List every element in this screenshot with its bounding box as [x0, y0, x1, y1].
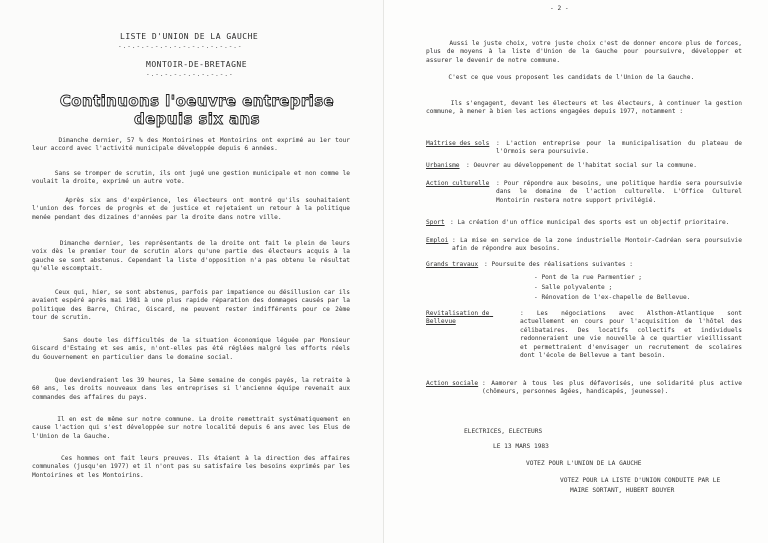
item-label-urbanisme: Urbanisme [426, 162, 460, 169]
item-label-culture: Action culturelle [426, 180, 490, 187]
closing-date: LE 13 MARS 1983 [493, 443, 549, 450]
item-label-maitrise: Maîtrise des sols [426, 140, 490, 147]
page-number: - 2 - [550, 5, 569, 12]
headline-line-2: depuis six ans [134, 110, 260, 128]
body-paragraph-1: Dimanche dernier, 57 % des Montoirines et Montoirins ont exprimé au 1er tour leur accord avec l'activité municipale développée depuis 6 années. [32, 137, 354, 153]
intro-paragraph-3: Ils s'engagent, devant les électeurs et les électeurs, à continuer la gestion commune, à mener à bien les actions engagées depuis 1977, notamment : [426, 100, 746, 116]
works-item-3: - Rénovation de l'ex-chapelle de Bellevue. [534, 294, 691, 301]
works-item-2: - Salle polyvalente ; [534, 284, 613, 291]
item-label-social: Action sociale [426, 380, 479, 387]
item-text-urbanisme: : Oeuvrer au développement de l'habitat social sur la commune. [466, 162, 697, 169]
closing-salutation: ELECTRICES, ELECTEURS [464, 428, 543, 435]
item-label-sport: Sport [426, 219, 445, 226]
item-text-maitrise: : L'action entreprise pour la municipalisation du plateau de l'Ormois sera poursuivie. [496, 140, 746, 156]
item-text-sport: : La création d'un office municipal des sports est un objectif prioritaire. [450, 219, 730, 226]
right-page [384, 0, 768, 543]
body-paragraph-9: Ces hommes ont fait leurs preuves. Ils étaient à la direction des affaires communales (jusqu'en 1977) et il n'ont pas su satisfaire les besoins exprimés par les Montoirines et les Montoirins. [32, 455, 354, 479]
item-text-bellevue: : Les négociations avec Alsthom-Atlantique sont actuellement en cours pour l'acquisition de l'hôtel des célibataires. Des locatifs collectifs et individuels redonneraient une vie nouvelle à ce quartier vieillissant et permettraient d'envisager un recrutement de scolaires dont l'école de Bellevue a tant besoin. [520, 310, 746, 360]
body-paragraph-2: Sans se tromper de scrutin, ils ont jugé une gestion municipale et non comme le voulait la droite, exprimé un autre vote. [32, 170, 354, 186]
intro-paragraph-1: Aussi le juste choix, votre juste choix c'est de donner encore plus de forces, plus de moyens à la liste d'Union de la Gauche pour poursuivre, développer et assurer le devenir de notre commune. [426, 40, 746, 64]
item-text-culture: : Pour répondre aux besoins, une politique hardie sera poursuivie dans le domaine de l'action culturelle. L'Office Culturel Montoirin restera notre support privilégié. [496, 180, 746, 204]
item-text-emploi: : La mise en service de la zone industrielle Montoir-Cadréan sera poursuivie afin de répondre aux besoins. [452, 237, 746, 253]
body-paragraph-3: Après six ans d'expérience, les électeurs ont montré qu'ils souhaitaient l'union des forces de progrès et de justice et rejetaient un retour à la politique menée pendant des dizaines d'années par la droite dans notre ville. [32, 197, 354, 221]
item-label-travaux: Grands travaux [426, 261, 479, 268]
body-paragraph-6: Sans doute les difficultés de la situation économique léguée par Monsieur Giscard d'Estaing et ses amis, n'ont-elles pas été réglées malgré les efforts réels du Gouvernement en particulier dans le domaine social. [32, 337, 354, 361]
closing-vote-3: MAIRE SORTANT, HUBERT BOUYER [570, 487, 675, 494]
headline-line-1: Continuons l'oeuvre entreprise [59, 92, 335, 110]
intro-paragraph-2: C'est ce que vous proposent les candidats de l'Union de la Gauche. [426, 74, 695, 81]
closing-vote-1: VOTEZ POUR L'UNION DE LA GAUCHE [526, 460, 642, 467]
item-label-bellevue: Revitalisation de Bellevue [426, 310, 494, 326]
item-text-travaux: : Poursuite des réalisations suivantes : [484, 261, 634, 268]
body-paragraph-7: Que deviendraient les 39 heures, la 5ème semaine de congés payés, la retraite à 60 ans, les droits nouveaux dans les entreprises si l'ancienne équipe revenait aux commandes des affaires du pays. [32, 377, 354, 401]
item-label-emploi: Emploi [426, 237, 449, 244]
works-item-1: - Pont de la rue Parmentier ; [534, 274, 643, 281]
header-party-underline: -.-.-.-.-.-.-.-.-.-.-.-.-.- [118, 43, 243, 50]
header-town: MONTOIR-DE-BRETAGNE [146, 60, 248, 69]
body-paragraph-5: Ceux qui, hier, se sont abstenus, parfois par impatience ou désillusion car ils avaient espéré après mai 1981 à une plus rapide réparation des dommages causés par la politique des Barre, Chirac, Giscard, ne peuvent rester indifférents pour ce 2ème tour de scrutin. [32, 289, 354, 322]
closing-vote-2: VOTEZ POUR LA LISTE D'UNION CONDUITE PAR LE [560, 477, 721, 484]
body-paragraph-4: Dimanche dernier, les représentants de la droite ont fait le plein de leurs voix dès le premier tour de scrutin alors qu'une partie des électeurs acquis à la gauche se sont abstenus. Cependant la liste d'opposition n'a pas obtenu le résultat qu'elle escomptait. [32, 240, 354, 273]
header-town-underline: -.-.-.-.-.-.-.-.-.- [146, 71, 234, 78]
body-paragraph-8: Il en est de même sur notre commune. La droite remettrait systématiquement en cause l'action qui s'est développée sur notre localité depuis 6 ans avec les Elus de l'Union de la Gauche. [32, 416, 354, 440]
item-text-social: : Aamorer à tous les plus défavorisés, une solidarité plus active (chômeurs, personnes âgées, handicapés, jeunesse). [482, 380, 746, 396]
header-party: LISTE D'UNION DE LA GAUCHE [120, 32, 259, 41]
